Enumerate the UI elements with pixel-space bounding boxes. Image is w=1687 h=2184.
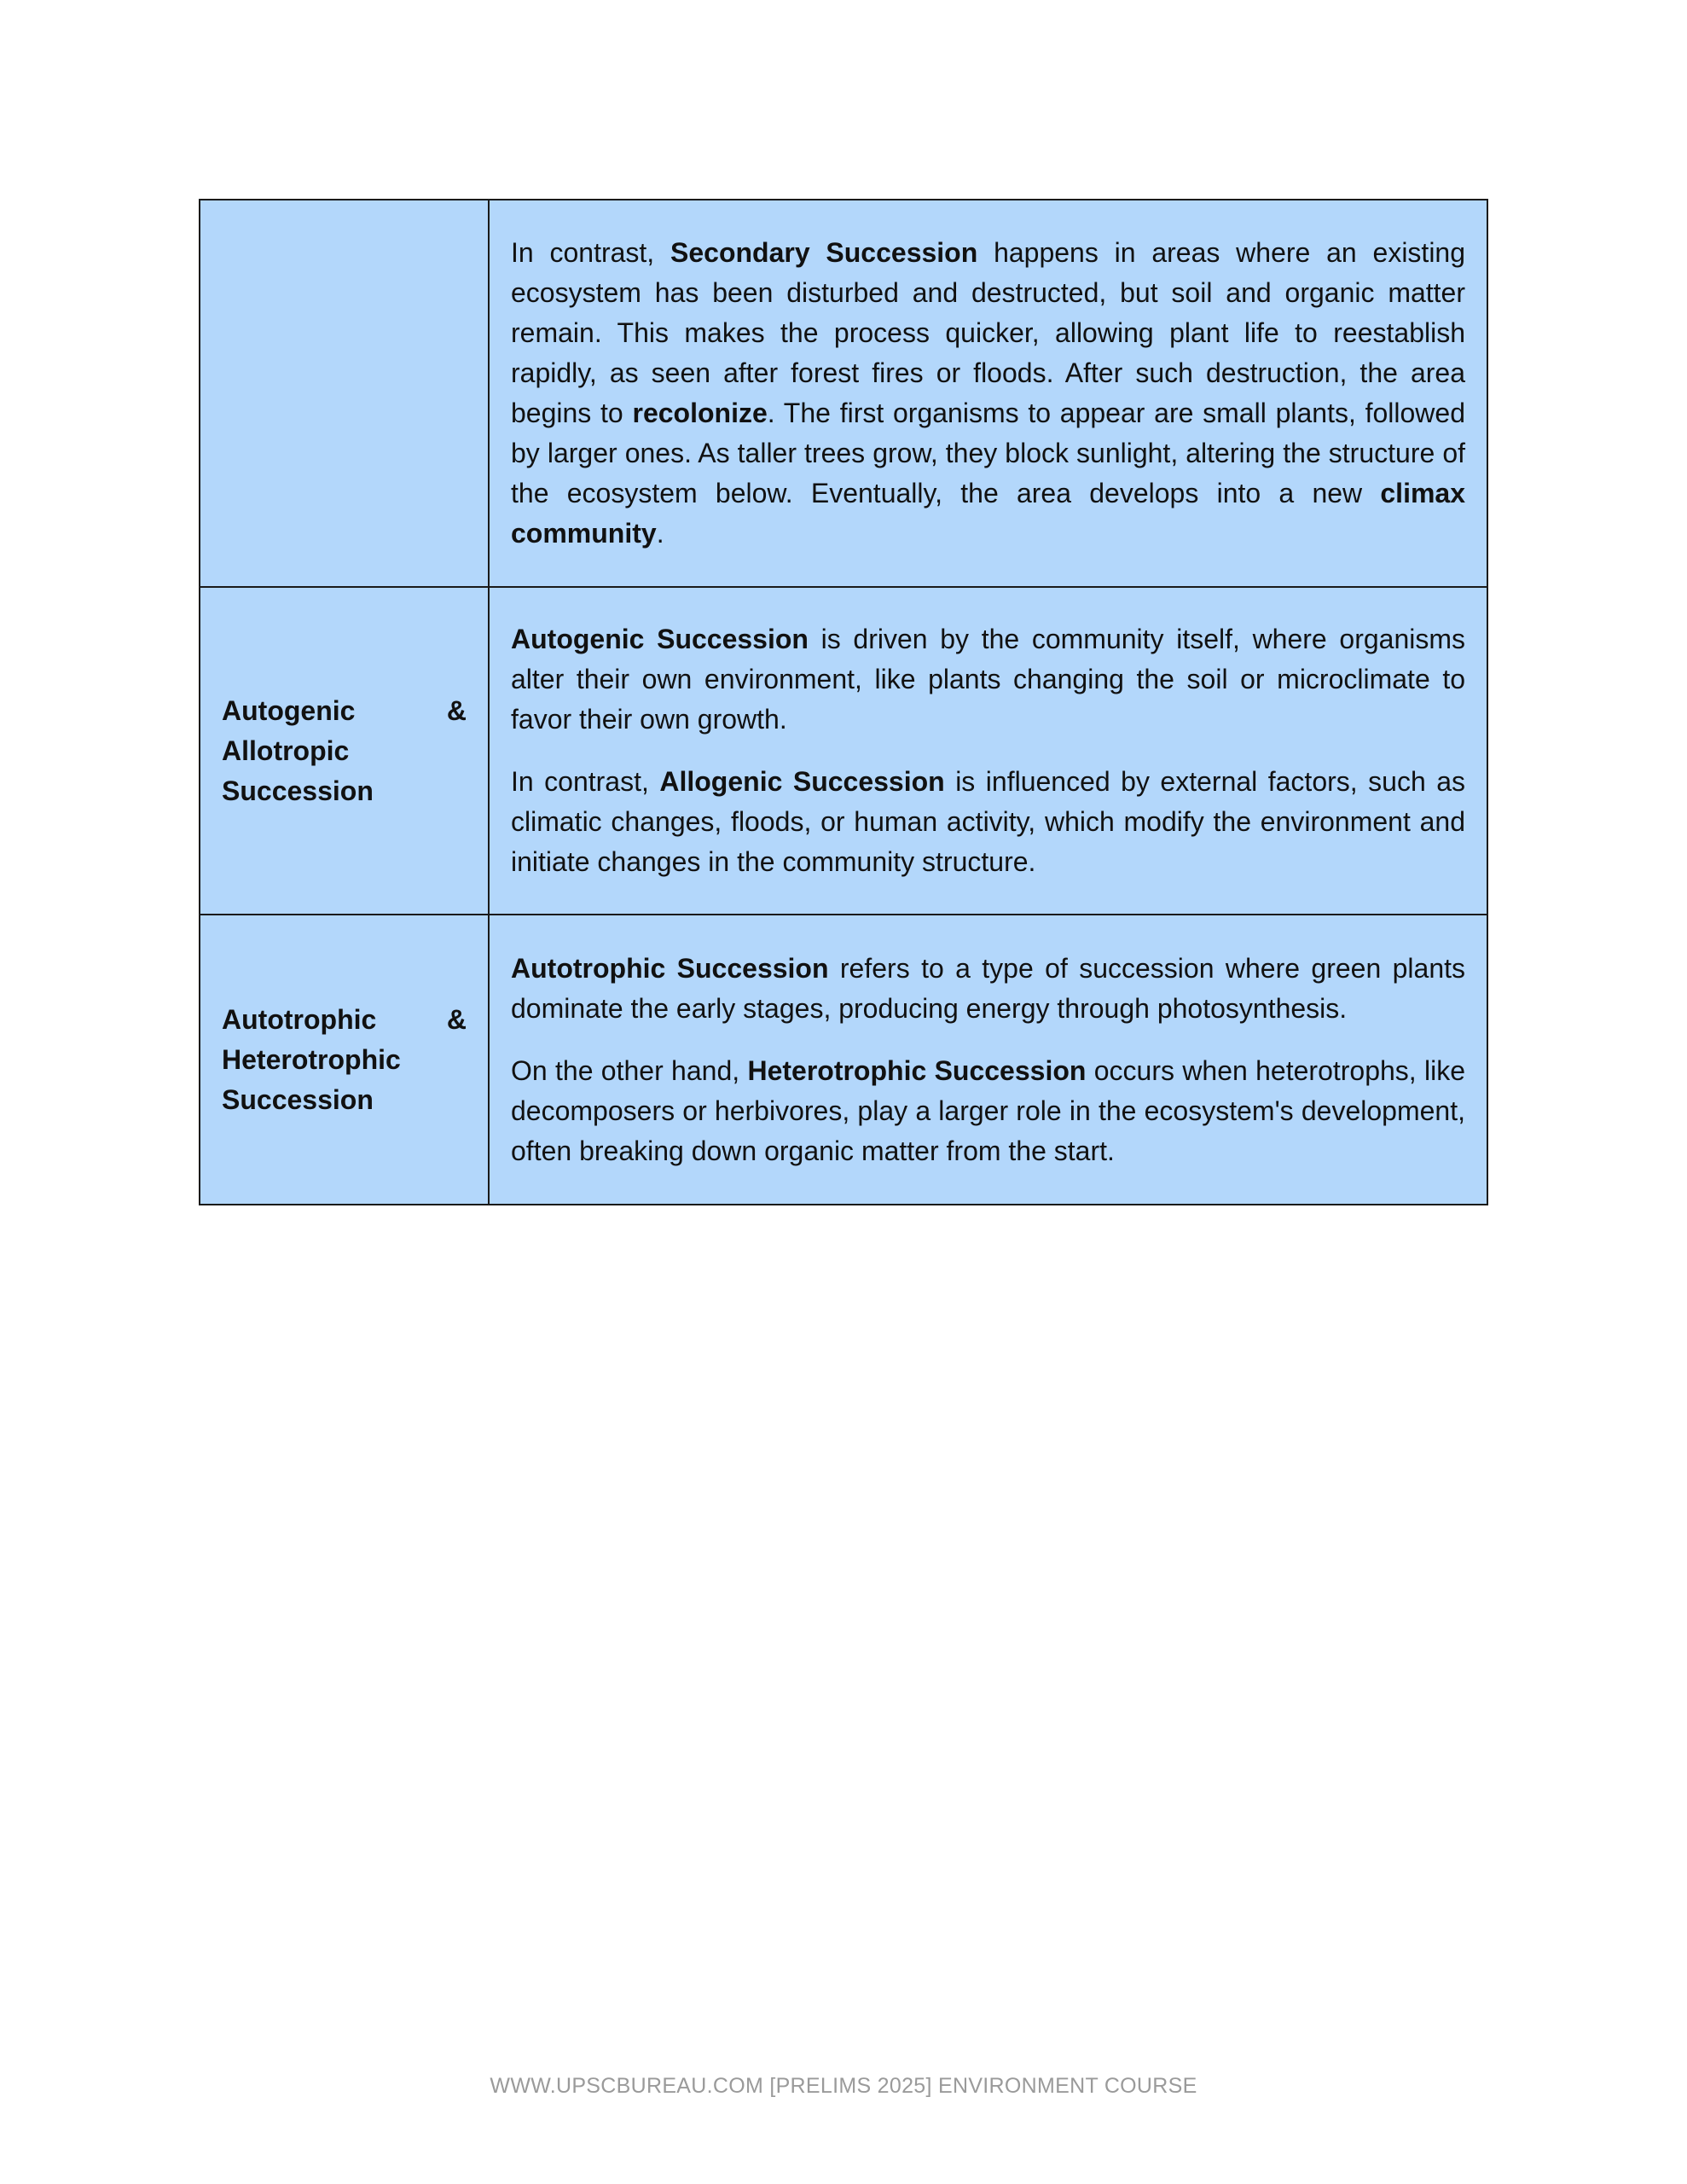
paragraph-text: occurs when heterotrophs, like decomposers or herbivores, play a larger role in the ecosystem's development, often breaking down organic matter from the start. bbox=[511, 1054, 1466, 1166]
row-description-cell bbox=[489, 587, 1487, 915]
description-paragraph bbox=[511, 762, 1465, 882]
paragraph-text: In contrast, bbox=[511, 766, 660, 797]
paragraph-text: is driven by the community itself, where organisms alter their own environment, like plants changing the soil or microclimate to favor their own growth. bbox=[511, 624, 1466, 735]
bold-term: Allogenic Succession bbox=[659, 766, 945, 797]
table-row bbox=[200, 200, 1487, 587]
row-description-cell bbox=[489, 915, 1487, 1205]
row-label-first-line bbox=[222, 1000, 467, 1040]
bold-term: Heterotrophic Succession bbox=[747, 1054, 1087, 1086]
row-label-ampersand: & bbox=[446, 1003, 467, 1035]
row-description-cell bbox=[489, 200, 1487, 587]
row-label-cell bbox=[200, 915, 489, 1205]
paragraph-text: . The first organisms to appear are small plants, followed by larger ones. As taller trees grow, they block sunlight, altering the structure of the ecosystem below. Eventually, the area develops into a new bbox=[511, 398, 1466, 508]
row-label bbox=[222, 1000, 467, 1120]
bold-term: Autotrophic Succession bbox=[511, 952, 829, 984]
description-paragraph bbox=[511, 619, 1465, 740]
bold-term: Autogenic Succession bbox=[511, 624, 809, 654]
description-paragraph bbox=[511, 233, 1465, 554]
paragraph-text: refers to a type of succession where green plants dominate the early stages, producing energy through photosynthesis. bbox=[511, 952, 1466, 1024]
bold-term: climax community bbox=[511, 478, 1465, 549]
table-row bbox=[200, 587, 1487, 915]
row-label bbox=[222, 691, 467, 811]
paragraph-text: . bbox=[656, 518, 664, 549]
succession-table bbox=[199, 199, 1488, 1205]
row-label-line: Succession bbox=[222, 1083, 374, 1115]
bold-term: recolonize bbox=[632, 398, 768, 428]
succession-table-body bbox=[200, 200, 1487, 1205]
paragraph-text: In contrast, bbox=[511, 237, 670, 268]
description-paragraph bbox=[511, 1051, 1465, 1171]
row-label-cell bbox=[200, 587, 489, 915]
table-row bbox=[200, 915, 1487, 1205]
paragraph-text: On the other hand, bbox=[511, 1054, 748, 1086]
row-label-first-line bbox=[222, 691, 467, 731]
paragraph-text: is influenced by external factors, such as climatic changes, floods, or human activity, which modify the environment and initiate changes in the community structure. bbox=[511, 766, 1466, 877]
row-label-cell bbox=[200, 200, 489, 587]
row-label-word: Autotrophic bbox=[222, 1003, 377, 1035]
paragraph-text: happens in areas where an existing ecosystem has been disturbed and destructed, but soil and organic matter remain. This makes the process quicker, allowing plant life to reestablish rapidly, as seen after forest fires or floods. After such destruction, the area begins to bbox=[511, 237, 1466, 428]
page-footer: WWW.UPSCBUREAU.COM [PRELIMS 2025] ENVIRONMENT COURSE bbox=[490, 2074, 1197, 2098]
description-paragraph bbox=[511, 949, 1465, 1029]
row-label-ampersand: & bbox=[446, 694, 467, 726]
row-label-line: Succession bbox=[222, 775, 374, 806]
row-label-line: Allotropic bbox=[222, 735, 350, 766]
row-label-word: Autogenic bbox=[222, 694, 356, 726]
bold-term: Secondary Succession bbox=[670, 237, 978, 268]
row-label-line: Heterotrophic bbox=[222, 1043, 401, 1075]
